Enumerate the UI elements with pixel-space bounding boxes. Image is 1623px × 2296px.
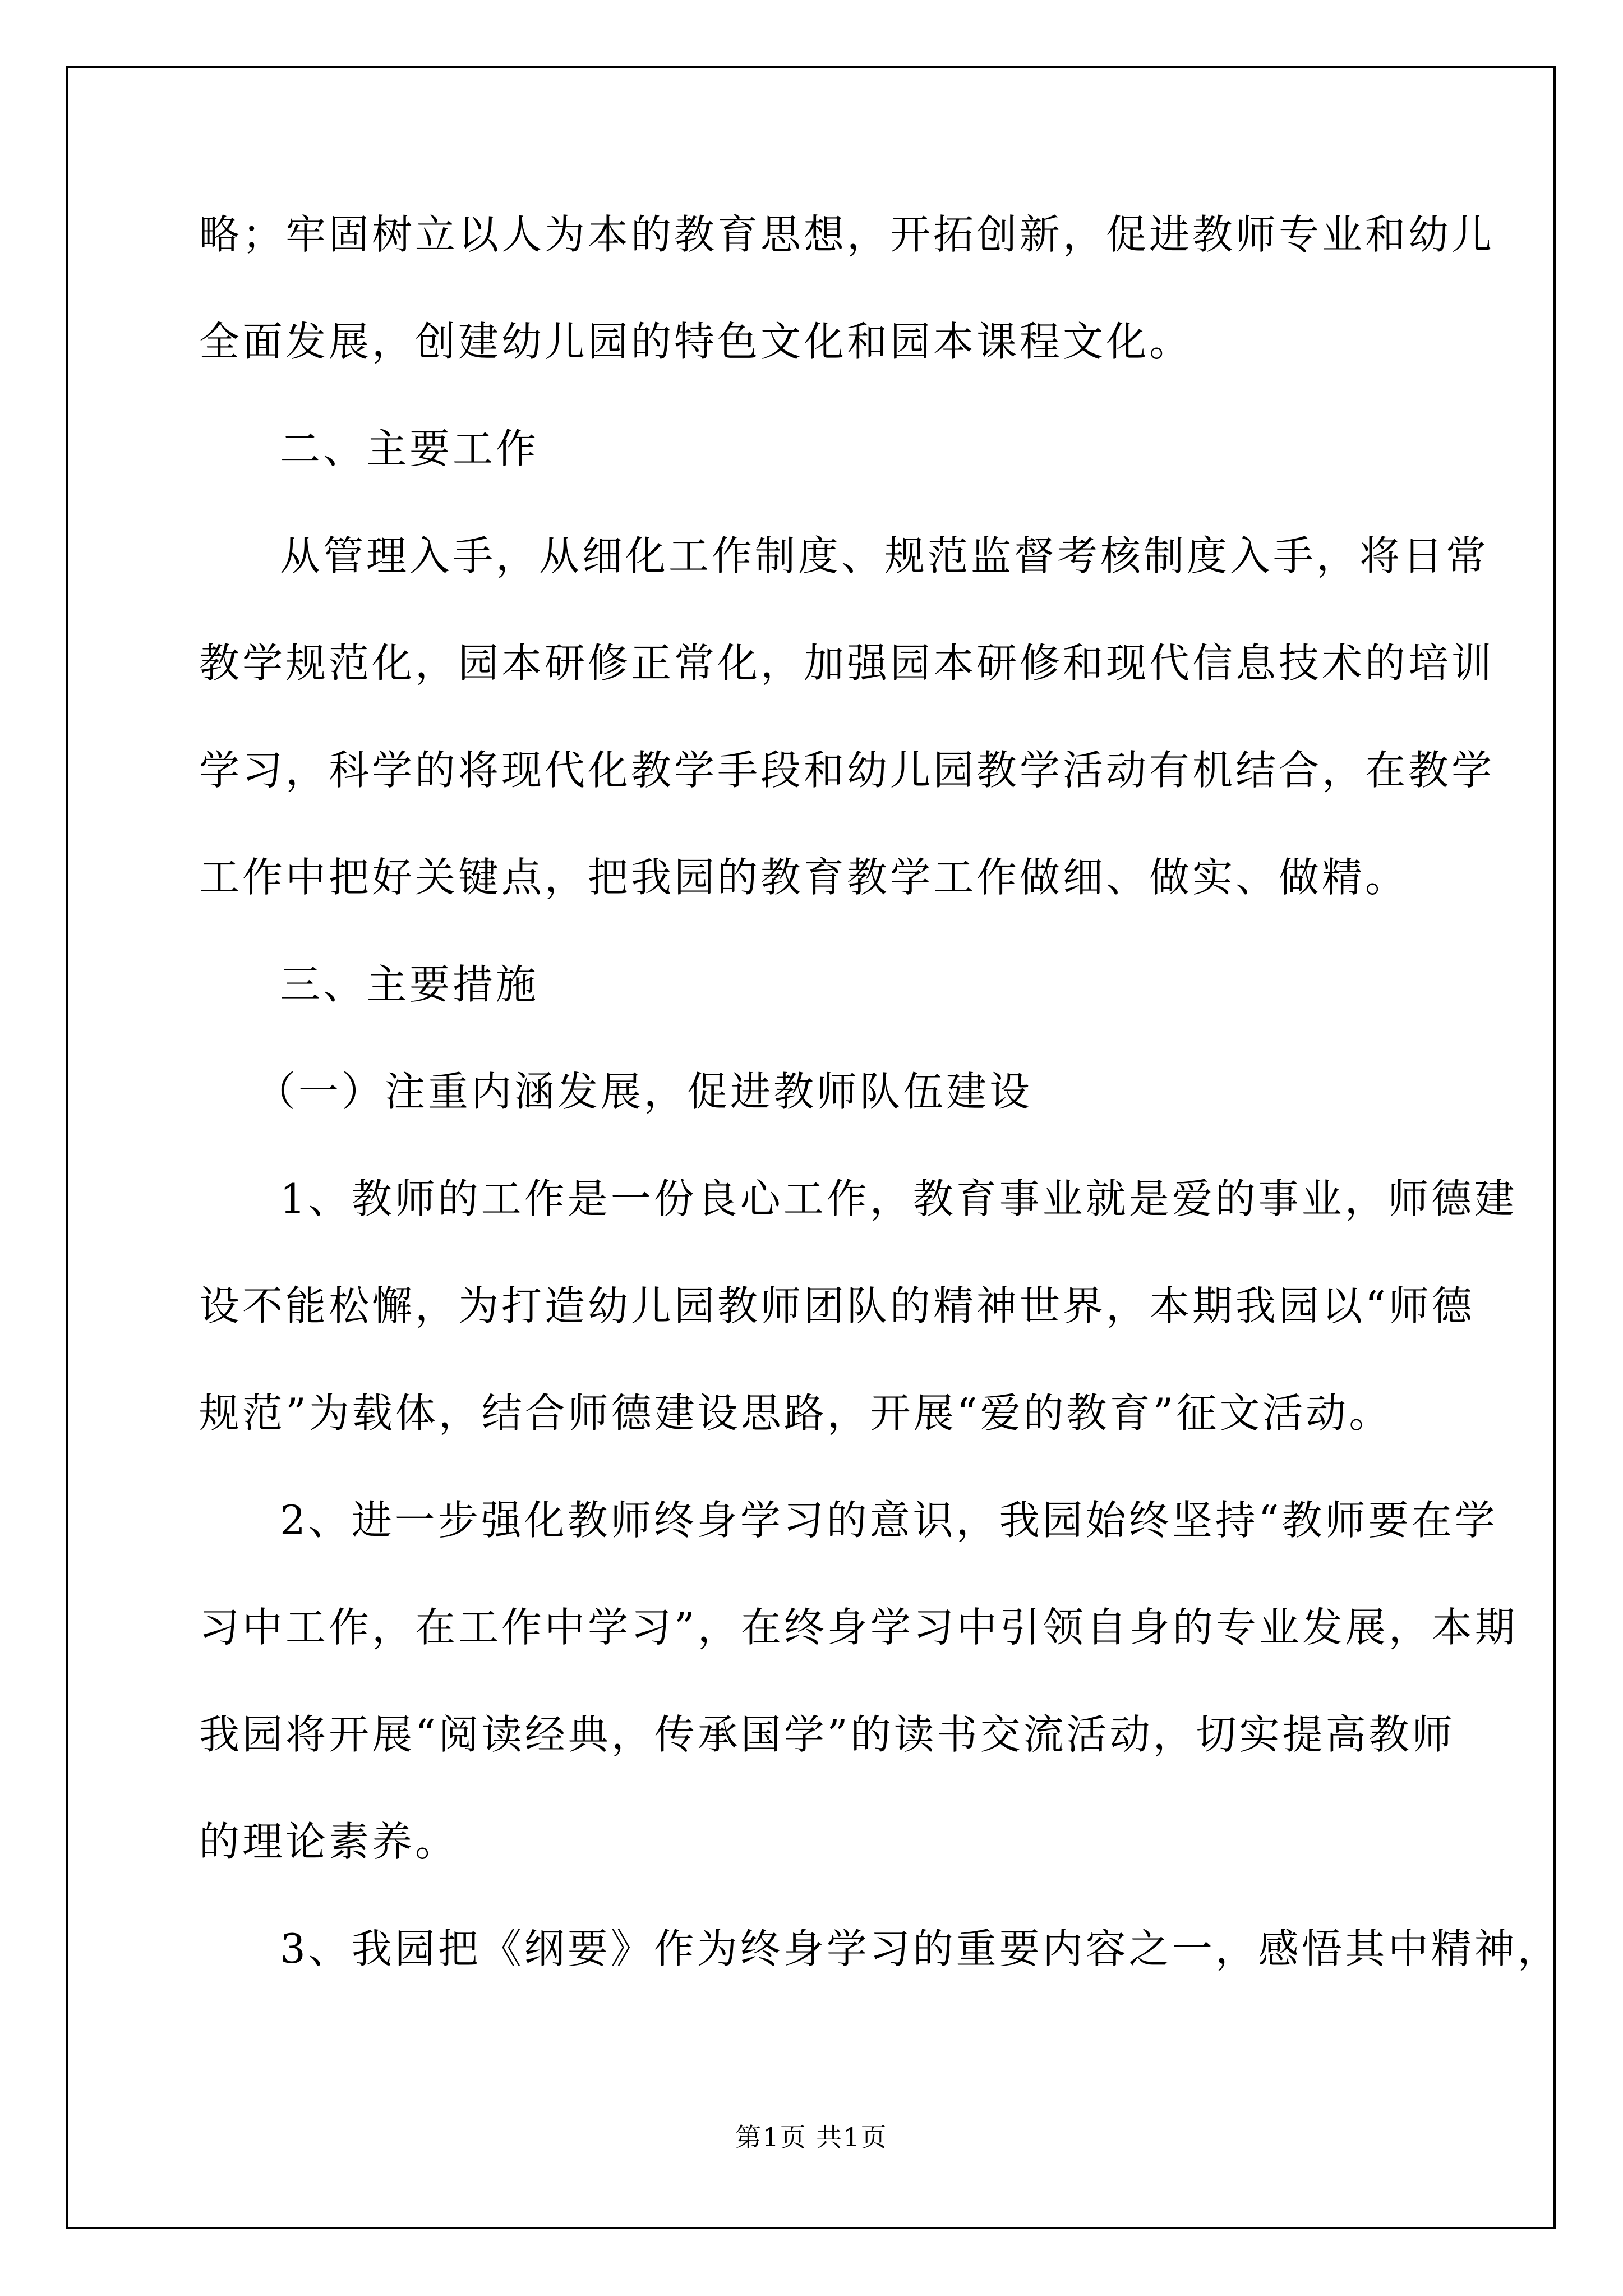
text-line: 我园将开展“阅读经典，传承国学”的读书交流活动，切实提高教师 [199,1711,1455,1758]
text-line: 设不能松懈，为打造幼儿园教师团队的精神世界，本期我园以“师德 [199,1282,1475,1329]
text-line: 工作中把好关键点，把我园的教育教学工作做细、做实、做精。 [199,854,1409,901]
text-line: 的理论素养。 [199,1818,459,1865]
subsection-heading: （一）注重内涵发展，促进教师队伍建设 [255,1068,1033,1115]
text-line: 习中工作，在工作中学习”，在终身学习中引领自身的专业发展，本期 [199,1604,1518,1651]
page-border [66,66,1556,2229]
section-heading: 三、主要措施 [280,961,540,1008]
text-line: 略；牢固树立以人为本的教育思想，开拓创新，促进教师专业和幼儿 [199,211,1495,258]
text-line: 学习，科学的将现代化教学手段和幼儿园教学活动有机结合，在教学 [199,747,1495,794]
text-line: 从管理入手，从细化工作制度、规范监督考核制度入手，将日常 [280,532,1490,579]
text-line: 教学规范化，园本研修正常化，加强园本研修和现代信息技术的培训 [199,639,1495,687]
text-line: 1、教师的工作是一份良心工作，教育事业就是爱的事业，师德建 [280,1175,1518,1222]
text-line: 3、我园把《纲要》作为终身学习的重要内容之一，感悟其中精神， [280,1925,1561,1972]
text-line: 全面发展，创建幼儿园的特色文化和园本课程文化。 [199,318,1193,365]
section-heading: 二、主要工作 [280,425,540,472]
page-number-footer: 第1页 共1页 [735,2122,888,2152]
text-line: 规范”为载体，结合师德建设思路，开展“爱的教育”征文活动。 [199,1389,1393,1437]
text-line: 2、进一步强化教师终身学习的意识，我园始终坚持“教师要在学 [280,1497,1498,1544]
